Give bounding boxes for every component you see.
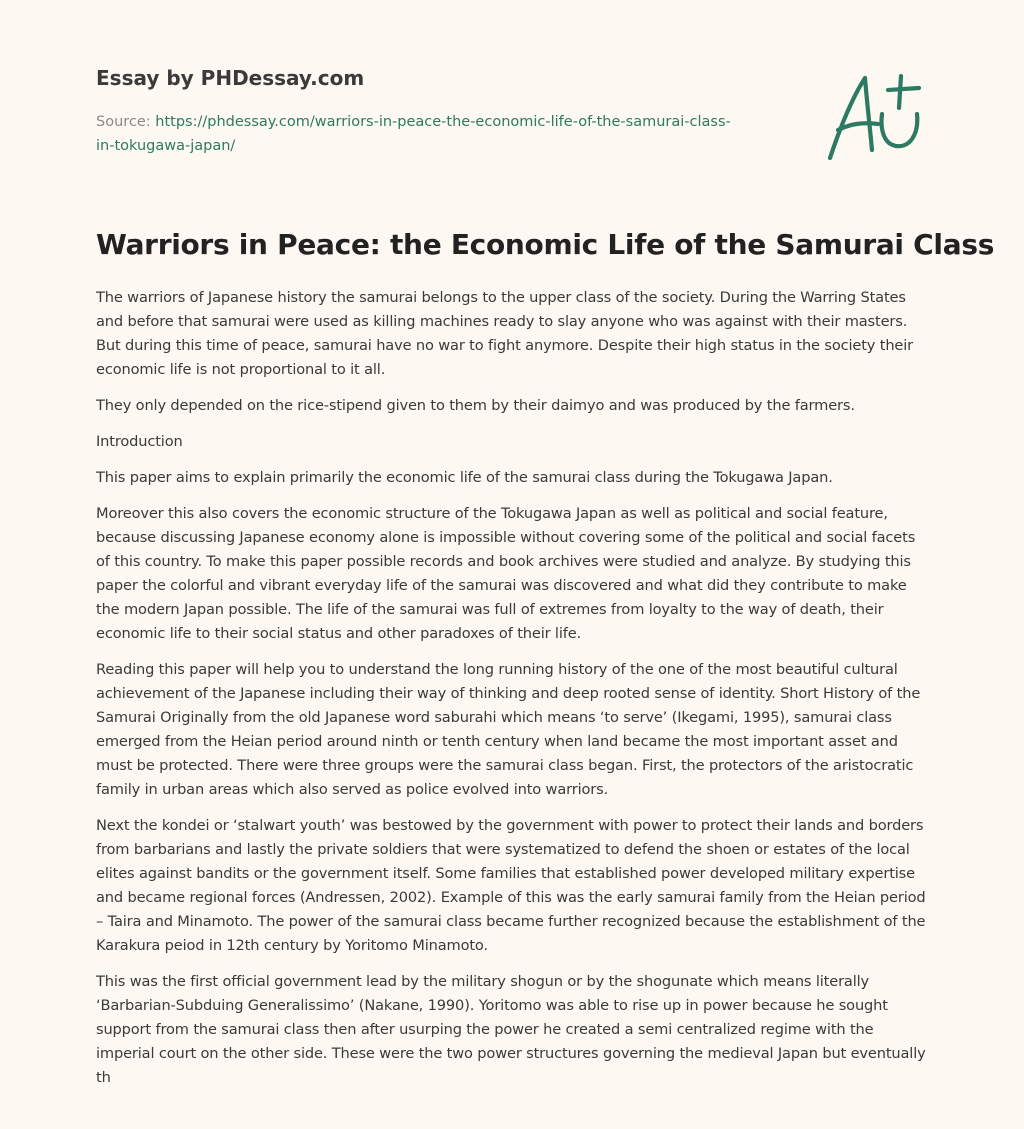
paragraph: This paper aims to explain primarily the economic life of the samurai class during the Tokugawa Japan. — [96, 469, 833, 486]
a-plus-logo-icon — [820, 68, 930, 164]
paragraph: Moreover this also covers the economic structure of the Tokugawa Japan as well as political and social feature, because discussing Japanese economy alone is impossible without covering some of the political and social facets of this country. To make this paper possible records and book archives were studied and analyze. By studying this paper the colorful and vibrant everyday life of the samurai was discovered and what did they contribute to make the modern Japan possible. The life of the samurai was full of extremes from loyalty to the way of death, their economic life to their social status and other paradoxes of their life. — [96, 505, 916, 642]
source-link-line-2: in-tokugawa-japan/ — [96, 138, 236, 154]
article-title: Warriors in Peace: the Economic Life of the Samurai Class — [96, 228, 995, 261]
source-label: Source: — [96, 114, 151, 130]
paragraph: The warriors of Japanese history the samurai belongs to the upper class of the society. During the Warring States and before that samurai were used as killing machines ready to slay anyone who was against with their masters. But during this time of peace, samurai have no war to fight anymore. Despite their high status in the society their economic life is not proportional to it all. — [96, 289, 914, 378]
source-link[interactable] — [96, 114, 731, 154]
paragraph: This was the first official government lead by the military shogun or by the shogunate which means literally ‘Barbarian-Subduing Generalissimo’ (Nakane, 1990). Yoritomo was able to rise up in power because he sought support from the samurai class then after usurping the power he created a semi centralized regime with the imperial court on the other side. These were the two power structures governing the medieval Japan but eventually th — [96, 973, 926, 1086]
section-heading-introduction: Introduction — [96, 433, 183, 450]
site-brand: Essay by PHDessay.com — [96, 66, 365, 90]
paragraph: Reading this paper will help you to understand the long running history of the one of the most beautiful cultural achievement of the Japanese including their way of thinking and deep rooted sense of identity. Short History of the Samurai Originally from the old Japanese word saburahi which means ‘to serve’ (Ikegami, 1995), samurai class emerged from the Heian period around ninth or tenth century when land became the most important asset and must be protected. There were three groups were the samurai class began. First, the protectors of the aristocratic family in urban areas which also served as police evolved into warriors. — [96, 661, 921, 798]
source-link-line-1: https://phdessay.com/warriors-in-peace-the-economic-life-of-the-samurai-class- — [155, 114, 731, 130]
article-body — [96, 286, 928, 1102]
source-line — [96, 110, 776, 158]
paragraph: Next the kondei or ‘stalwart youth’ was bestowed by the government with power to protect their lands and borders from barbarians and lastly the private soldiers that were systematized to defend the shoen or estates of the local elites against bandits or the government itself. Some families that established power developed military expertise and became regional forces (Andressen, 2002). Example of this was the early samurai family from the Heian period – Taira and Minamoto. The power of the samurai class became further recognized because the establishment of the Karakura peiod in 12th century by Yoritomo Minamoto. — [96, 817, 926, 954]
paragraph: They only depended on the rice-stipend given to them by their daimyo and was produced by the farmers. — [96, 397, 855, 414]
a-plus-logo-svg — [820, 68, 930, 164]
